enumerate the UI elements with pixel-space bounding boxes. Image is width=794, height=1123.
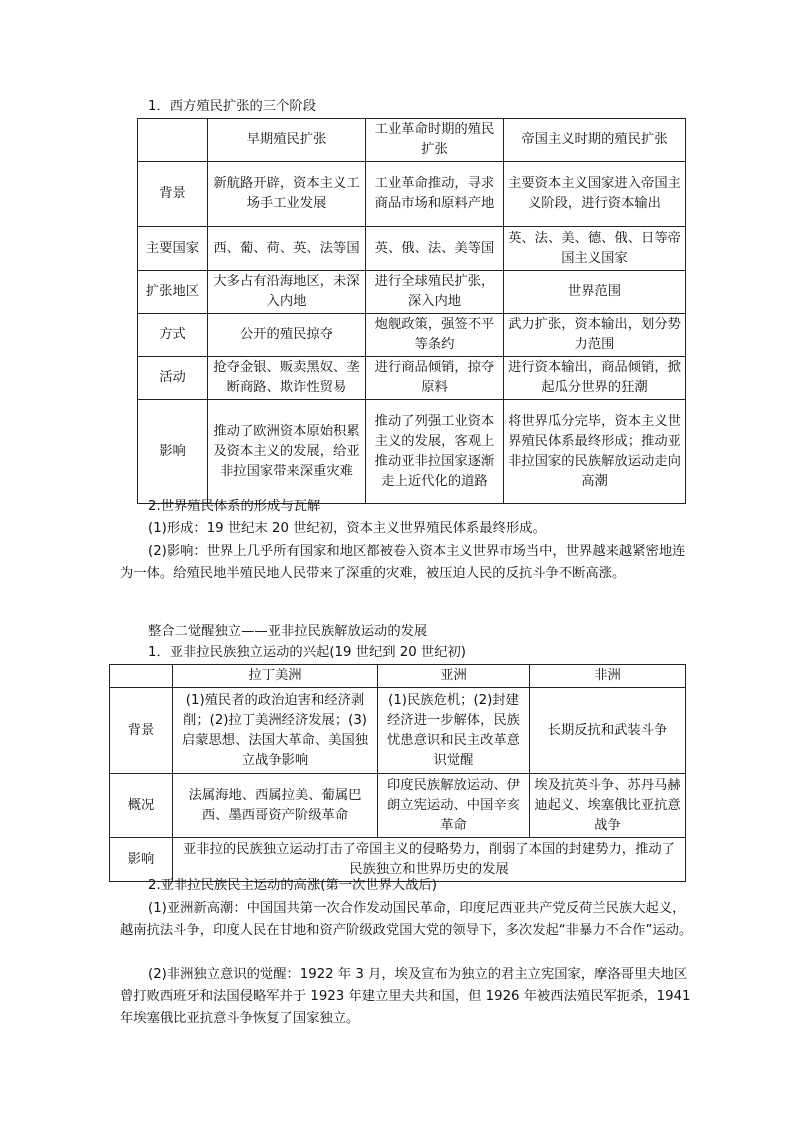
table-cell: 武力扩张，资本输出，划分势力范围 [504, 314, 686, 357]
table-cell: 进行资本输出，商品倾销，掀起瓜分世界的狂潮 [504, 357, 686, 400]
section1-sub2-p1: (1)形成：19 世纪末 20 世纪初，资本主义世界殖民体系最终形成。 [148, 521, 546, 536]
header-cell: 早期殖民扩张 [208, 119, 366, 162]
header-cell: 亚洲 [378, 665, 530, 688]
section2-sub2-p1: (1)亚洲新高潮：中国国共第一次合作发动国民革命，印度尼西亚共产党反荷兰民族大起义，越南抗法斗争，印度人民在甘地和资产阶级政党国大党的领导下，多次发起“非暴力不合作”运动。 [120, 901, 693, 938]
header-cell: 帝国主义时期的殖民扩张 [504, 119, 686, 162]
table-cell: 英、法、美、德、俄、日等帝国主义国家 [504, 227, 686, 271]
table-row [138, 271, 686, 314]
table-cell: 法属海地、西属拉美、葡属巴西、墨西哥资产阶级革命 [173, 774, 378, 838]
row-label: 方式 [138, 314, 208, 357]
row-label: 概况 [110, 774, 173, 838]
table-row [138, 162, 686, 227]
table-cell: 进行全球殖民扩张，深入内地 [366, 271, 504, 314]
table-cell: 炮舰政策，强签不平等条约 [366, 314, 504, 357]
table-row [138, 227, 686, 271]
row-label: 活动 [138, 357, 208, 400]
table-cell: 主要资本主义国家进入帝国主义阶段，进行资本输出 [504, 162, 686, 227]
row-label: 影响 [110, 838, 173, 882]
table-row [138, 314, 686, 357]
table-header-row [110, 665, 686, 688]
section2-sub2-title: 2.亚非拉民族民主运动的高涨(第一次世界大战后) [148, 878, 437, 893]
row-label: 扩张地区 [138, 271, 208, 314]
section1-sub2-title: 2.世界殖民体系的形成与瓦解 [148, 499, 321, 514]
table-cell: 推动了列强工业资本主义的发展，客观上推动亚非拉国家逐渐走上近代化的道路 [366, 400, 504, 504]
table-row [138, 357, 686, 400]
table-cell: 公开的殖民掠夺 [208, 314, 366, 357]
header-cell: 工业革命时期的殖民扩张 [366, 119, 504, 162]
table-cell: 工业革命推动，寻求商品市场和原料产地 [366, 162, 504, 227]
table-cell: 将世界瓜分完毕，资本主义世界殖民体系最终形成；推动亚非拉国家的民族解放运动走向高潮 [504, 400, 686, 504]
table-cell: 印度民族解放运动、伊朗立宪运动、中国辛亥革命 [378, 774, 530, 838]
header-empty-cell [138, 119, 208, 162]
table-cell: 埃及抗英斗争、苏丹马赫迪起义、埃塞俄比亚抗意战争 [530, 774, 686, 838]
header-cell: 拉丁美洲 [173, 665, 378, 688]
colonial-expansion-table [137, 118, 686, 504]
table-header-row [138, 119, 686, 162]
table-cell: 长期反抗和武装斗争 [530, 688, 686, 774]
table-cell: 新航路开辟，资本主义工场手工业发展 [208, 162, 366, 227]
section2-sub2-p2: (2)非洲独立意识的觉醒：1922 年 3 月，埃及宣布为独立的君主立宪国家，摩洛哥里夫地区曾打败西班牙和法国侵略军并于 1923 年建立里夫共和国，但 1926 年被西法殖民军扼杀，1941 年埃塞俄比亚抗意斗争恢复了国家独立。 [120, 967, 691, 1026]
table-row [138, 400, 686, 504]
header-cell: 非洲 [530, 665, 686, 688]
impact-cell: 亚非拉的民族独立运动打击了帝国主义的侵略势力，削弱了本国的封建势力，推动了民族独立和世界历史的发展 [173, 838, 686, 882]
row-label: 背景 [138, 162, 208, 227]
section1-heading: 1．西方殖民扩张的三个阶段 [148, 99, 317, 114]
section2-heading: 1．亚非拉民族独立运动的兴起(19 世纪到 20 世纪初) [148, 645, 466, 660]
section1-sub2-p2: (2)影响：世界上几乎所有国家和地区都被卷入资本主义世界市场当中，世界越来越紧密地连为一体。给殖民地半殖民地人民带来了深重的灾难，被压迫人民的反抗斗争不断高涨。 [120, 544, 686, 581]
table-cell: 世界范围 [504, 271, 686, 314]
table-cell: 抢夺金银、贩卖黑奴、垄断商路、欺诈性贸易 [208, 357, 366, 400]
table-cell: 进行商品倾销，掠夺原料 [366, 357, 504, 400]
independence-movement-table [109, 664, 686, 882]
table-row [110, 838, 686, 882]
table-row [110, 774, 686, 838]
table-cell: 英、俄、法、美等国 [366, 227, 504, 271]
section2-title: 整合二觉醒独立——亚非拉民族解放运动的发展 [148, 624, 428, 639]
table-cell: (1)民族危机；(2)封建经济进一步解体，民族忧患意识和民主改革意识觉醒 [378, 688, 530, 774]
table-cell: 西、葡、荷、英、法等国 [208, 227, 366, 271]
table-cell: 大多占有沿海地区，未深入内地 [208, 271, 366, 314]
table-cell: (1)殖民者的政治迫害和经济剥削；(2)拉丁美洲经济发展；(3)启蒙思想、法国大革命、美国独立战争影响 [173, 688, 378, 774]
row-label: 背景 [110, 688, 173, 774]
table-row [110, 688, 686, 774]
header-empty-cell [110, 665, 173, 688]
row-label: 主要国家 [138, 227, 208, 271]
table-cell: 推动了欧洲资本原始积累及资本主义的发展，给亚非拉国家带来深重灾难 [208, 400, 366, 504]
row-label: 影响 [138, 400, 208, 504]
